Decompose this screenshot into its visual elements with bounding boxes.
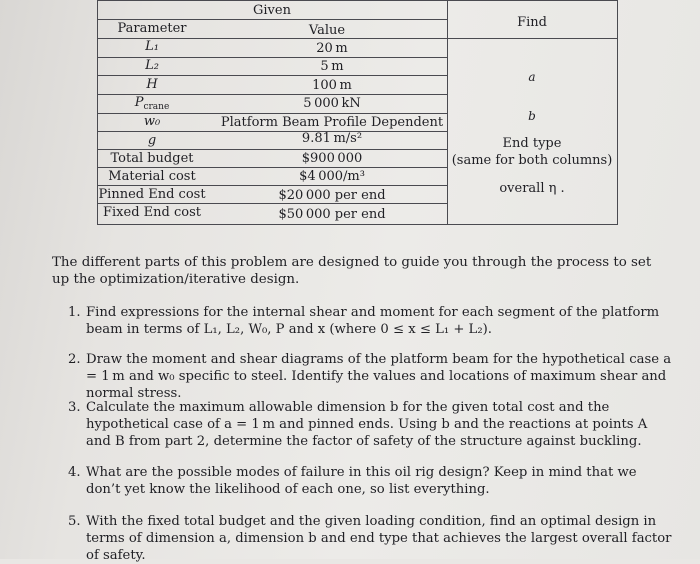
question-text: Find expressions for the internal shear and moment for each segment of the platform beam in terms of L₁, L₂, W₀, P and x (where 0 ≤ x ≤ L₁ + L₂). bbox=[86, 305, 660, 337]
list-item bbox=[62, 304, 672, 338]
question-text: Draw the moment and shear diagrams of the platform beam for the hypothetical case a = 1 m and w₀ specific to steel. Identify the values and locations of maximum shear and normal stress. bbox=[86, 352, 672, 401]
value-h: 100 m bbox=[312, 78, 352, 93]
param-material-cost: Material cost bbox=[108, 169, 196, 184]
question-text: With the fixed total budget and the given loading condition, find an optimal design in terms of dimension a, dimension b and end type that achieves the largest overall factor of safety. bbox=[86, 514, 672, 563]
question-text: What are the possible modes of failure in this oil rig design? Keep in mind that we don’t yet know the likelihood of each one, so list everything. bbox=[86, 465, 637, 497]
param-l1: L₁ bbox=[145, 39, 159, 54]
list-item bbox=[62, 464, 672, 498]
find-b: b bbox=[528, 109, 536, 123]
param-total-budget: Total budget bbox=[110, 151, 194, 166]
value-fixed-end-cost: $50 000 per end bbox=[278, 207, 386, 222]
question-number: 1. bbox=[68, 305, 81, 320]
list-item bbox=[62, 399, 672, 450]
value-l1: 20 m bbox=[316, 41, 348, 56]
param-p-crane: $P_{crane}$ bbox=[134, 95, 170, 112]
find-overall-eta: overall η . bbox=[499, 181, 565, 196]
value-material-cost: $4 000/m³ bbox=[299, 169, 365, 184]
value-column-header: Value bbox=[308, 23, 346, 38]
value-g: 9.81 m/s² bbox=[301, 131, 363, 146]
find-end-type-note: (same for both columns) bbox=[451, 153, 613, 168]
value-pinned-end-cost: $20 000 per end bbox=[278, 188, 386, 203]
param-w0: w₀ bbox=[143, 114, 161, 129]
find-end-type: End type bbox=[502, 136, 562, 151]
value-w0: Platform Beam Profile Dependent bbox=[220, 115, 444, 130]
find-a: a bbox=[528, 70, 536, 84]
question-number: 3. bbox=[68, 400, 81, 415]
param-pinned-end-cost: Pinned End cost bbox=[98, 187, 206, 202]
question-number: 4. bbox=[68, 465, 81, 480]
value-total-budget: $900 000 bbox=[301, 151, 363, 166]
given-find-table bbox=[97, 0, 617, 225]
param-fixed-end-cost: Fixed End cost bbox=[103, 205, 201, 220]
question-number: 2. bbox=[68, 352, 81, 367]
param-l2: L₂ bbox=[145, 58, 159, 73]
value-p-crane: 5 000 kN bbox=[303, 96, 361, 111]
param-g: g bbox=[147, 133, 157, 148]
list-item bbox=[62, 513, 672, 564]
given-header: Given bbox=[253, 3, 291, 18]
intro-paragraph: The different parts of this problem are designed to guide you through the process to set up the optimization/iterative design. bbox=[52, 255, 652, 287]
list-item bbox=[62, 351, 672, 402]
value-l2: 5 m bbox=[320, 59, 344, 74]
question-text: Calculate the maximum allowable dimension b for the given total cost and the hypothetical case of a = 1 m and pinned ends. Using b and the reactions at points A and B from part 2, determine the factor of safety of the structure against buckling. bbox=[86, 400, 648, 449]
find-header: Find bbox=[517, 15, 547, 30]
parameter-column-header: Parameter bbox=[117, 21, 187, 36]
param-h: H bbox=[146, 77, 158, 92]
question-number: 5. bbox=[68, 514, 81, 529]
